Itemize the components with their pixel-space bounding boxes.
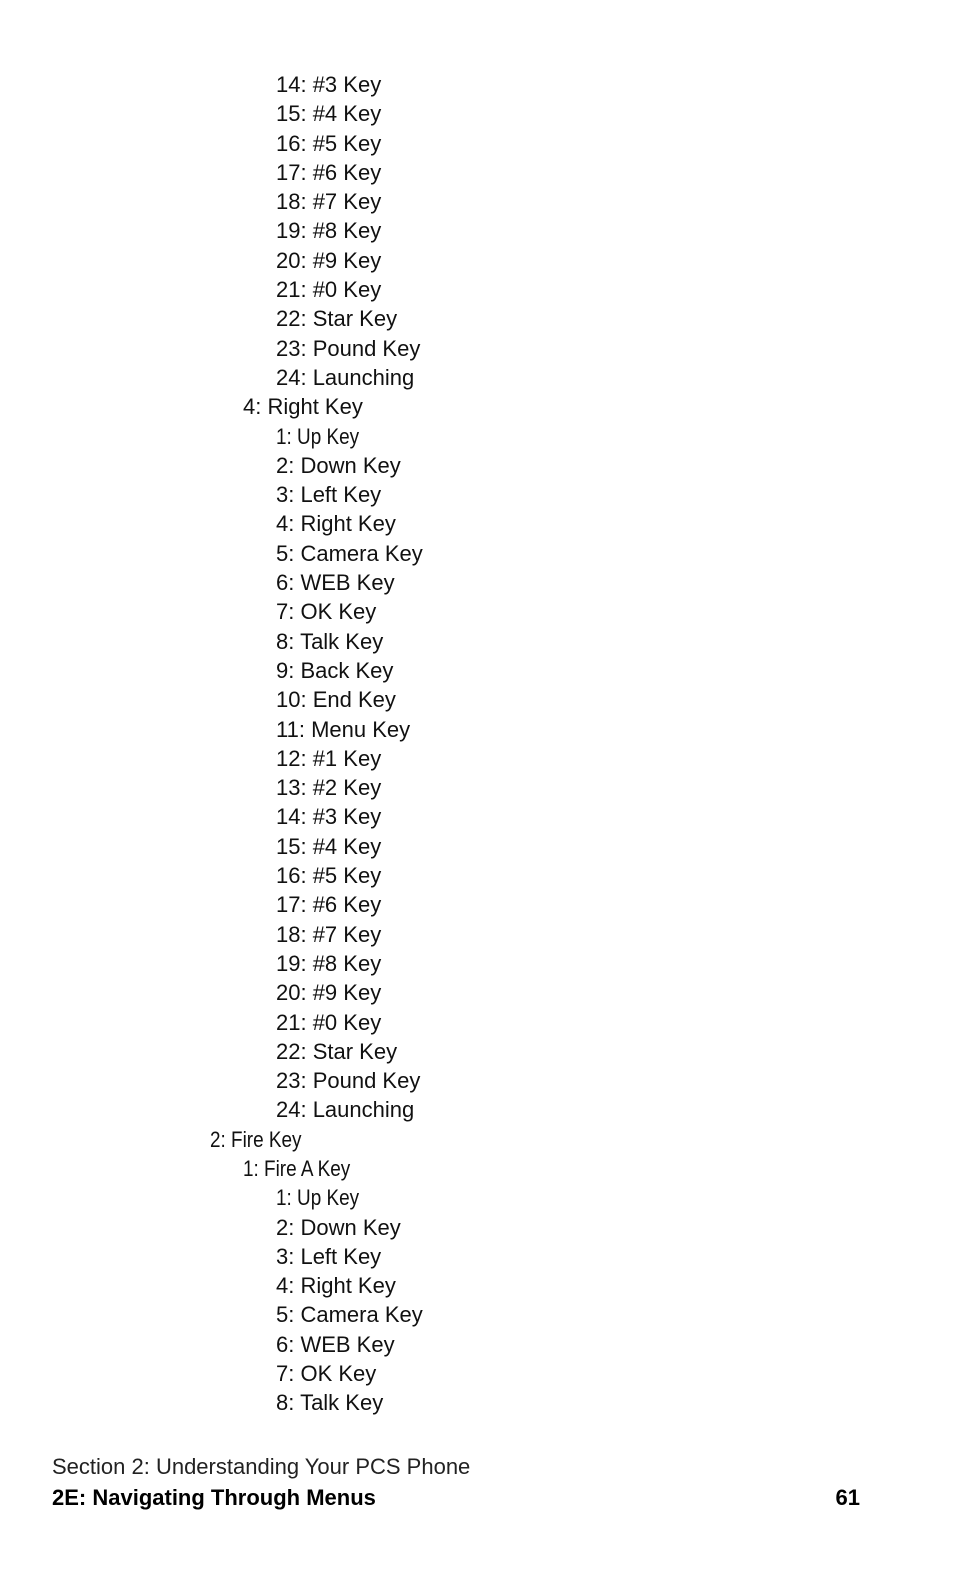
menu-item: [0, 187, 954, 216]
menu-item: [0, 1242, 954, 1271]
menu-item-label: 20: #9 Key: [276, 980, 382, 1006]
menu-item-label: 18: #7 Key: [276, 189, 382, 215]
menu-item: [0, 920, 954, 949]
menu-item-label: 14: #3 Key: [276, 804, 382, 830]
menu-item-label: 12: #1 Key: [276, 745, 382, 771]
page-number: 61: [835, 1485, 860, 1510]
menu-item: [0, 832, 954, 861]
menu-item-label: 10: End Key: [276, 687, 396, 713]
menu-item-label: 20: #9 Key: [276, 247, 382, 273]
menu-item-label: 16: #5 Key: [276, 130, 382, 156]
menu-item: [0, 627, 954, 656]
menu-item-label: 1: Up Key: [276, 423, 360, 449]
menu-item-label: 19: #8 Key: [276, 218, 382, 244]
menu-item-label: 23: Pound Key: [276, 1068, 421, 1094]
menu-item: [0, 509, 954, 538]
menu-item: [0, 1271, 954, 1300]
menu-item: [0, 1300, 954, 1329]
menu-item: [0, 1330, 954, 1359]
menu-item: [0, 539, 954, 568]
menu-item: [0, 597, 954, 626]
menu-item: [0, 949, 954, 978]
menu-item-label: 15: #4 Key: [276, 833, 382, 859]
menu-item-label: 16: #5 Key: [276, 863, 382, 889]
menu-item-label: 3: Left Key: [276, 1243, 382, 1269]
menu-item: [0, 656, 954, 685]
menu-item: [0, 1095, 954, 1124]
menu-item: [0, 480, 954, 509]
menu-item: [0, 422, 954, 451]
menu-item-label: 1: Up Key: [276, 1185, 360, 1211]
menu-item-label: 4: Right Key: [243, 394, 363, 420]
menu-item: [0, 1359, 954, 1388]
menu-item: [0, 70, 954, 99]
menu-item: [0, 363, 954, 392]
menu-item-label: 19: #8 Key: [276, 950, 382, 976]
menu-item-label: 6: WEB Key: [276, 570, 395, 596]
menu-item: [0, 158, 954, 187]
menu-item: [0, 773, 954, 802]
menu-item: [0, 715, 954, 744]
menu-item-label: 8: Talk Key: [276, 1390, 384, 1416]
menu-item: [0, 685, 954, 714]
footer-chapter-title: 2E: Navigating Through Menus: [52, 1485, 376, 1510]
menu-item-label: 13: #2 Key: [276, 775, 382, 801]
menu-item-label: 2: Down Key: [276, 452, 401, 478]
menu-item-label: 5: Camera Key: [276, 540, 423, 566]
menu-item-label: 15: #4 Key: [276, 101, 382, 127]
menu-item: [0, 744, 954, 773]
menu-item: [0, 1183, 954, 1212]
menu-item: [0, 1066, 954, 1095]
menu-item: [0, 1388, 954, 1417]
menu-item-label: 3: Left Key: [276, 482, 382, 508]
menu-item: [0, 129, 954, 158]
menu-item-label: 4: Right Key: [276, 511, 396, 537]
menu-item-label: 21: #0 Key: [276, 1009, 382, 1035]
menu-item-label: 7: OK Key: [276, 1361, 377, 1387]
menu-item: [0, 1037, 954, 1066]
menu-item-label: 2: Down Key: [276, 1214, 401, 1240]
menu-item-label: 8: Talk Key: [276, 628, 384, 654]
menu-item-label: 9: Back Key: [276, 657, 394, 683]
menu-item: [0, 1154, 954, 1183]
menu-item: [0, 802, 954, 831]
menu-item-label: 11: Menu Key: [276, 716, 411, 742]
menu-item: [0, 861, 954, 890]
menu-item: [0, 890, 954, 919]
menu-item-label: 5: Camera Key: [276, 1302, 423, 1328]
menu-item: [0, 99, 954, 128]
menu-item: [0, 392, 954, 421]
menu-item: [0, 304, 954, 333]
menu-item: [0, 216, 954, 245]
menu-item-label: 4: Right Key: [276, 1273, 396, 1299]
menu-item: [0, 978, 954, 1007]
menu-item: [0, 568, 954, 597]
menu-item-label: 22: Star Key: [276, 1038, 398, 1064]
menu-item: [0, 275, 954, 304]
menu-item-label: 17: #6 Key: [276, 892, 382, 918]
menu-item-label: 7: OK Key: [276, 599, 377, 625]
menu-item-label: 22: Star Key: [276, 306, 398, 332]
menu-item: [0, 334, 954, 363]
menu-item: [0, 246, 954, 275]
menu-item-label: 6: WEB Key: [276, 1331, 395, 1357]
menu-item-label: 18: #7 Key: [276, 921, 382, 947]
menu-item: [0, 1008, 954, 1037]
menu-item-label: 23: Pound Key: [276, 335, 421, 361]
menu-item-label: 14: #3 Key: [276, 72, 382, 97]
menu-item-label: 24: Launching: [276, 1097, 415, 1123]
menu-item-label: 17: #6 Key: [276, 159, 382, 185]
menu-item: [0, 451, 954, 480]
menu-item-label: 21: #0 Key: [276, 277, 382, 303]
menu-item-label: 2: Fire Key: [210, 1126, 302, 1152]
menu-item-label: 24: Launching: [276, 364, 415, 390]
menu-item: [0, 1125, 954, 1154]
footer-section-title: Section 2: Understanding Your PCS Phone: [52, 1454, 471, 1479]
menu-item: [0, 1213, 954, 1242]
menu-tree-list: [0, 70, 954, 1418]
menu-item-label: 1: Fire A Key: [243, 1155, 351, 1181]
